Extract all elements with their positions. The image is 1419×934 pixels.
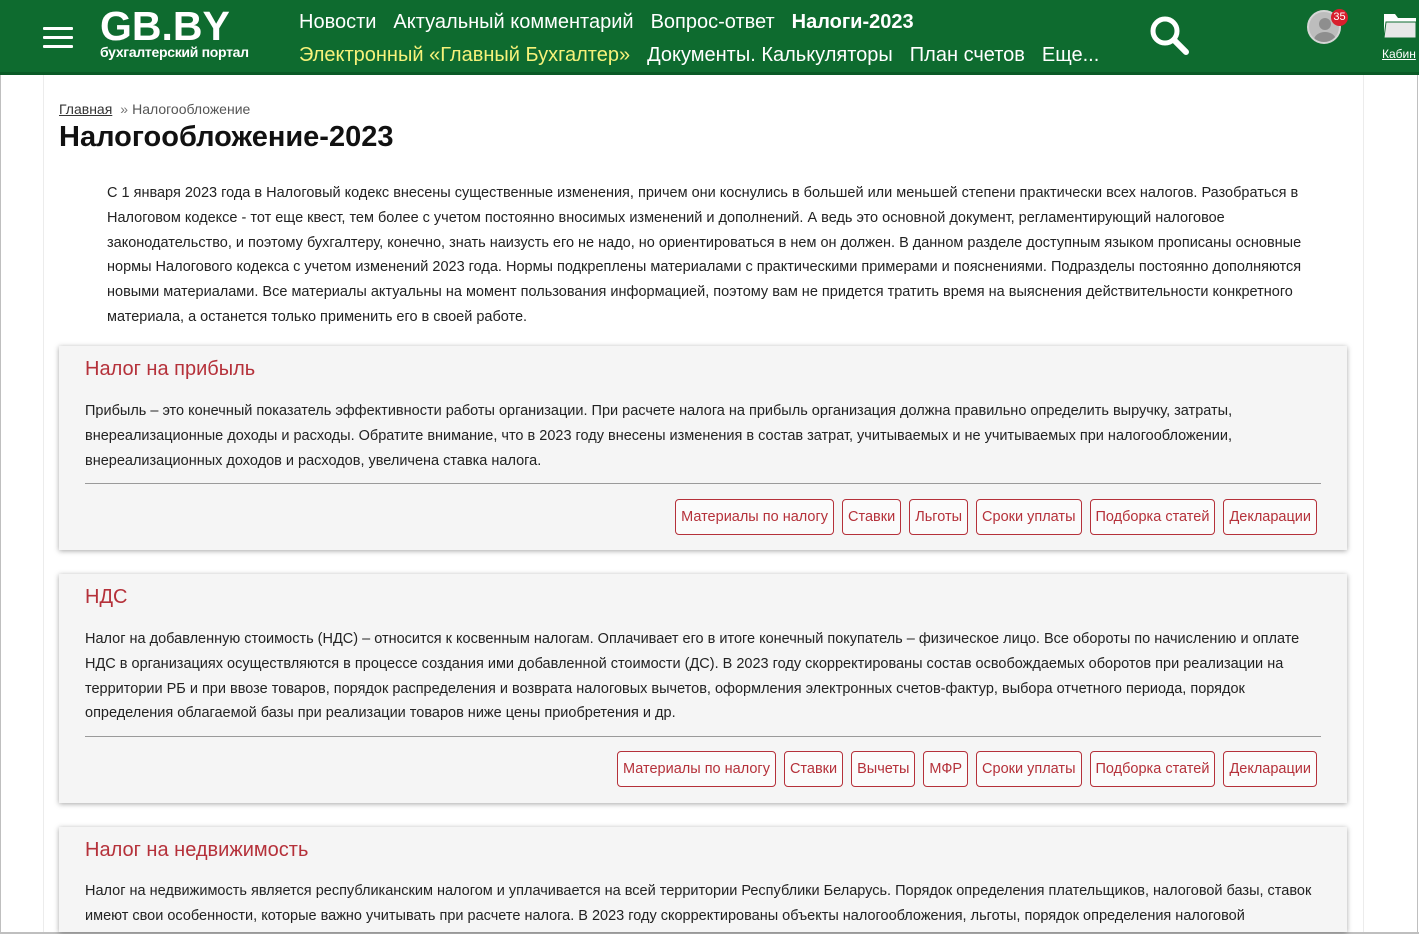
site-logo[interactable]: [100, 5, 249, 59]
nav-comment[interactable]: Актуальный комментарий: [393, 11, 634, 33]
card-title[interactable]: Налог на прибыль: [85, 358, 256, 380]
nav-row-primary: [299, 6, 1119, 39]
page-title: Налогообложение-2023: [59, 121, 394, 153]
cabinet-label: Кабин: [1382, 47, 1416, 61]
nav-qa[interactable]: Вопрос-ответ: [650, 11, 775, 33]
card-property-tax: [59, 827, 1347, 932]
breadcrumb-separator: »: [120, 101, 129, 117]
button-articles[interactable]: Подборка статей: [1090, 499, 1216, 535]
card-title[interactable]: НДС: [85, 586, 128, 608]
button-mfr[interactable]: МФР: [923, 751, 968, 787]
site-header: [0, 0, 1419, 75]
button-materials[interactable]: Материалы по налогу: [675, 499, 834, 535]
button-declarations[interactable]: Декларации: [1223, 751, 1317, 787]
breadcrumb-home[interactable]: Главная: [59, 101, 113, 117]
button-declarations[interactable]: Декларации: [1223, 499, 1317, 535]
breadcrumb: [59, 101, 250, 117]
button-rates[interactable]: Ставки: [842, 499, 901, 535]
content-border-right: [1363, 75, 1364, 934]
card-text: Налог на недвижимость является республиканским налогом и уплачивается на всей территории Республики Беларусь. Порядок определения плательщиков, налоговой базы, ставок имеют свои особенности, которые важно учитывать при расчете налога. В 2023 году скорректированы объекты налогообложения, льготы, порядок определения налоговой: [85, 883, 1312, 924]
button-payment-terms[interactable]: Сроки уплаты: [976, 499, 1081, 535]
logo-subtitle: бухгалтерский портал: [100, 44, 249, 60]
card-vat: [59, 574, 1347, 803]
search-icon[interactable]: [1148, 14, 1190, 56]
nav-news[interactable]: Новости: [299, 11, 377, 33]
nav-more[interactable]: Еще...: [1041, 44, 1100, 66]
card-buttons: [609, 751, 1317, 787]
content-border-left: [43, 75, 44, 934]
card-profit-tax: [59, 346, 1347, 550]
menu-icon[interactable]: [43, 27, 73, 49]
frame-left: [0, 75, 1, 934]
main-nav: [299, 6, 1119, 72]
button-articles[interactable]: Подборка статей: [1090, 751, 1216, 787]
button-deductions[interactable]: Вычеты: [851, 751, 915, 787]
notification-badge[interactable]: 35: [1331, 9, 1348, 26]
intro-text: С 1 января 2023 года в Налоговый кодекс внесены существенные изменения, причем они коснулись в большей или меньшей степени практически всех налогов. Разобраться в Налоговом кодексе - тот еще квест, тем более с учетом постоянно вносимых изменений и дополнений. А ведь это основной документ, регламентирующий налоговое законодательство, и поэтому бухгалтеру, конечно, знать наизусть его не надо, но ориентироваться в нем он должен. В данном разделе доступным языком прописаны основные нормы Налогового кодекса с учетом изменений 2023 года. Нормы подкреплены материалами с практическими примерами и пояснениями. Подразделы постоянно дополняются новыми материалами. Все материалы актуальны на момент пользования информацией, поэтому вам не придется тратить время на выяснения действительности конкретного материала, а останется только применить его в своей работе.: [107, 185, 1302, 325]
breadcrumb-current: Налогообложение: [132, 101, 251, 117]
button-materials[interactable]: Материалы по налогу: [617, 751, 776, 787]
button-rates[interactable]: Ставки: [784, 751, 843, 787]
nav-chart-of-accounts[interactable]: План счетов: [909, 44, 1025, 66]
card-text: Налог на добавленную стоимость (НДС) – относится к косвенным налогам. Оплачивает его в итоге конечный покупатель – физическое лицо. Все обороты по начислению и оплате НДС в организациях осуществляются в процессе создания ими добавленной стоимости (ДС). В 2023 году скорректированы состав освобождаемых оборотов при реализации на территории РБ и при ввозе товаров, порядок распределения и возврата налоговых вычетов, оформления электронных счетов-фактур, выбора отчетного периода, порядок определения облагаемой базы при реализации товаров ниже цены приобретения и др.: [85, 631, 1300, 722]
frame-right: [1417, 75, 1418, 934]
card-text: Прибыль – это конечный показатель эффективности работы организации. При расчете налога на прибыль организация должна правильно определить выручку, затраты, внереализационные доходы и расходы. Обратите внимание, что в 2023 году внесены изменения в состав затрат, учитываемых и не учитываемых при налогообложении, внереализационных доходов и расходов, увеличена ставка налога.: [85, 403, 1233, 469]
card-divider: [85, 736, 1321, 737]
button-benefits[interactable]: Льготы: [909, 499, 968, 535]
card-title[interactable]: Налог на недвижимость: [85, 839, 309, 861]
nav-taxes-2023[interactable]: Налоги-2023: [791, 11, 914, 33]
folder-icon: [1382, 10, 1418, 40]
button-payment-terms[interactable]: Сроки уплаты: [976, 751, 1081, 787]
cabinet-link[interactable]: [1382, 10, 1419, 61]
nav-electronic-gb[interactable]: Электронный «Главный Бухгалтер»: [299, 44, 631, 66]
card-buttons: [667, 499, 1317, 535]
nav-row-secondary: [299, 39, 1119, 72]
card-divider: [85, 483, 1321, 484]
nav-documents[interactable]: Документы. Калькуляторы: [647, 44, 893, 66]
logo-main-text: GB.BY: [100, 3, 230, 49]
